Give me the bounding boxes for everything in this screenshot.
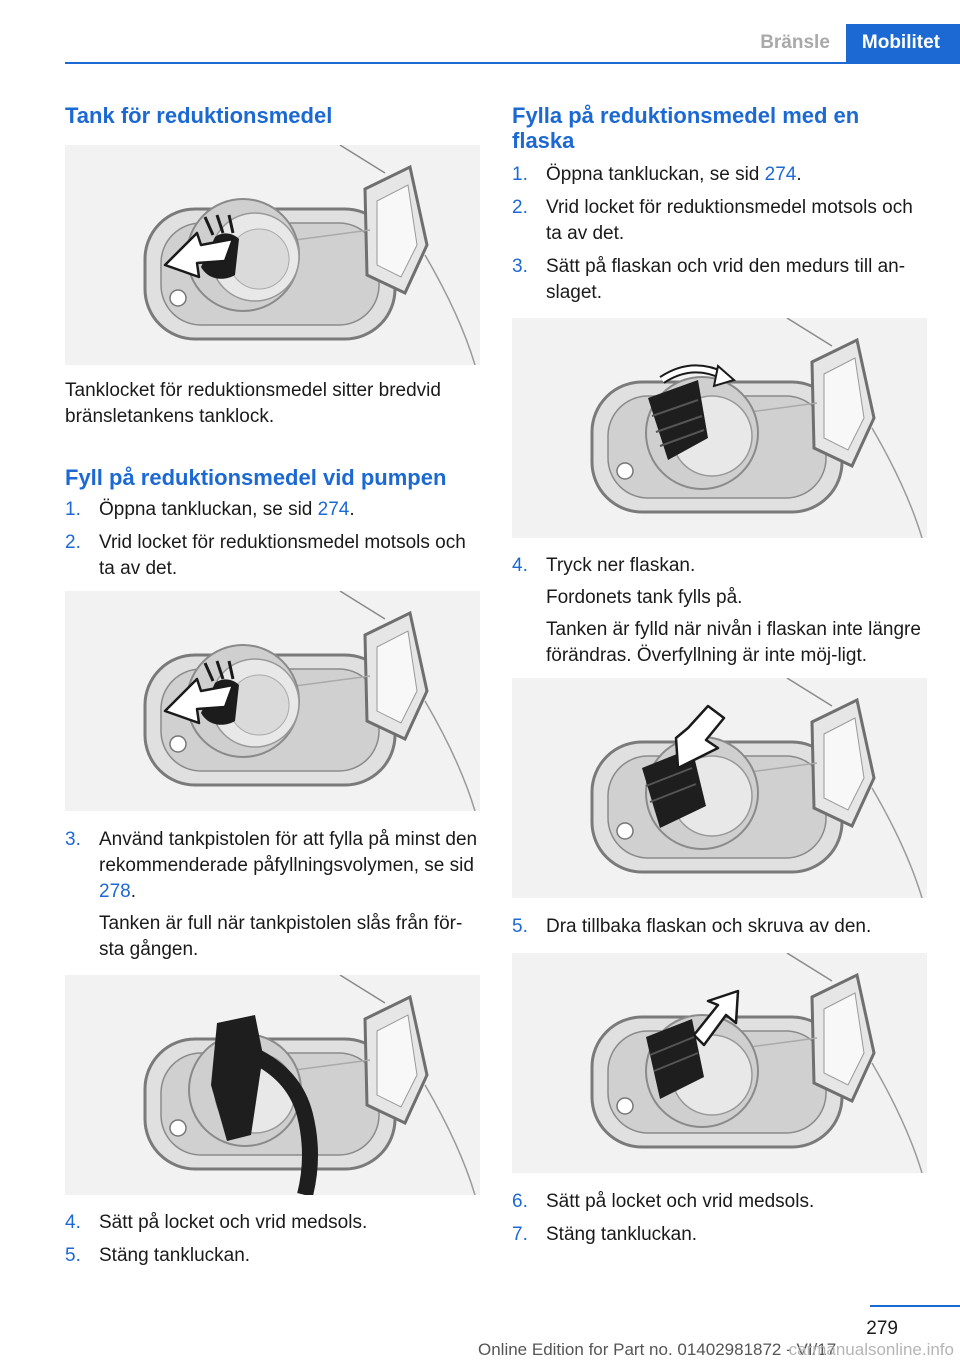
header-divider [65,62,960,64]
figure-tank-cap [65,145,480,365]
section-title-bottle: Fylla på reduktionsmedel med en flaska [512,103,860,153]
list-item [512,195,927,247]
header-tabs [744,24,960,62]
list-item [512,162,927,188]
step-text: Sätt på flaskan och vrid den medurs till an-slaget. [546,256,906,303]
left-column [65,103,480,1276]
step-text: Sätt på locket och vrid medsols. [99,1212,368,1233]
figure-bottle-twist [512,318,927,538]
step-number: 2. [65,532,81,553]
list-item [65,530,480,582]
step-number: 1. [512,164,528,185]
step-text: Stäng tankluckan. [546,1224,698,1245]
step-text-end: . [349,499,355,520]
list-item [512,254,927,306]
bottle-steps-list-end [512,1189,927,1248]
list-item [65,497,480,523]
edition-text: Online Edition for Part no. 01402981872 - VI/17 [478,1340,837,1359]
list-item [512,553,927,669]
step-text: Öppna tankluckan, se sid [99,499,318,520]
step-text-end: . [130,881,136,902]
figure-remove-cap [65,591,480,811]
right-column [512,103,927,1255]
page-link[interactable]: 278 [99,881,131,902]
step-text: Vrid locket för reduktionsmedel motsols och ta av det. [99,532,466,579]
step-number: 6. [512,1191,528,1212]
step-note: Fordonets tank fylls på. [546,587,743,608]
step-text: Sätt på locket och vrid medsols. [546,1191,815,1212]
step-number: 3. [65,829,81,850]
step-text: Vrid locket för reduktionsmedel motsols och ta av det. [546,197,913,244]
step-text: Dra tillbaka flaskan och skruva av den. [546,916,872,937]
bottle-steps-list-mid [512,914,927,940]
step-number: 5. [65,1245,81,1266]
figure-bottle-remove [512,953,927,1173]
list-item [512,1222,927,1248]
step-number: 7. [512,1224,528,1245]
pump-steps-list-end [65,1210,480,1269]
figure-nozzle [65,975,480,1195]
step-number: 3. [512,256,528,277]
step-number: 2. [512,197,528,218]
step-note: Tanken är full när tankpistolen slås från för-sta gången. [99,913,463,960]
step-number: 1. [65,499,81,520]
list-item [512,914,927,940]
bottle-steps-list-cont [512,553,927,669]
page-number: 279 [866,1318,898,1339]
list-item [512,1189,927,1215]
step-text: Stäng tankluckan. [99,1245,251,1266]
step-note: Tanken är fylld när nivån i flaskan inte längre förändras. Överfyllning är inte möj-ligt. [546,619,921,666]
step-text: Öppna tankluckan, se sid [546,164,765,185]
page-link[interactable]: 274 [317,499,350,520]
intro-text: Tanklocket för reduktionsmedel sitter bredvid bränsletankens tanklock. [65,380,441,427]
bottle-steps-list [512,162,927,306]
section-title-tank: Tank för reduktionsmedel [65,103,333,128]
footer-divider [870,1305,960,1307]
list-item [65,827,480,963]
pump-steps-list-cont [65,827,480,963]
page-link[interactable]: 274 [764,164,797,185]
step-text-end: . [796,164,802,185]
step-text: Använd tankpistolen för att fylla på minst den rekommenderade påfyllningsvolymen, se sid [99,829,478,876]
step-number: 5. [512,916,528,937]
tab-mobilitet[interactable]: Mobilitet [846,24,960,62]
tab-bransle[interactable]: Bränsle [760,32,830,53]
list-item [65,1243,480,1269]
list-item [65,1210,480,1236]
step-text: Tryck ner flaskan. [546,555,696,576]
step-number: 4. [512,555,528,576]
watermark: carmanualsonline.info [788,1340,954,1359]
pump-steps-list [65,497,480,582]
step-number: 4. [65,1212,81,1233]
figure-bottle-press [512,678,927,898]
section-title-pump: Fyll på reduktionsmedel vid pumpen [65,465,447,490]
